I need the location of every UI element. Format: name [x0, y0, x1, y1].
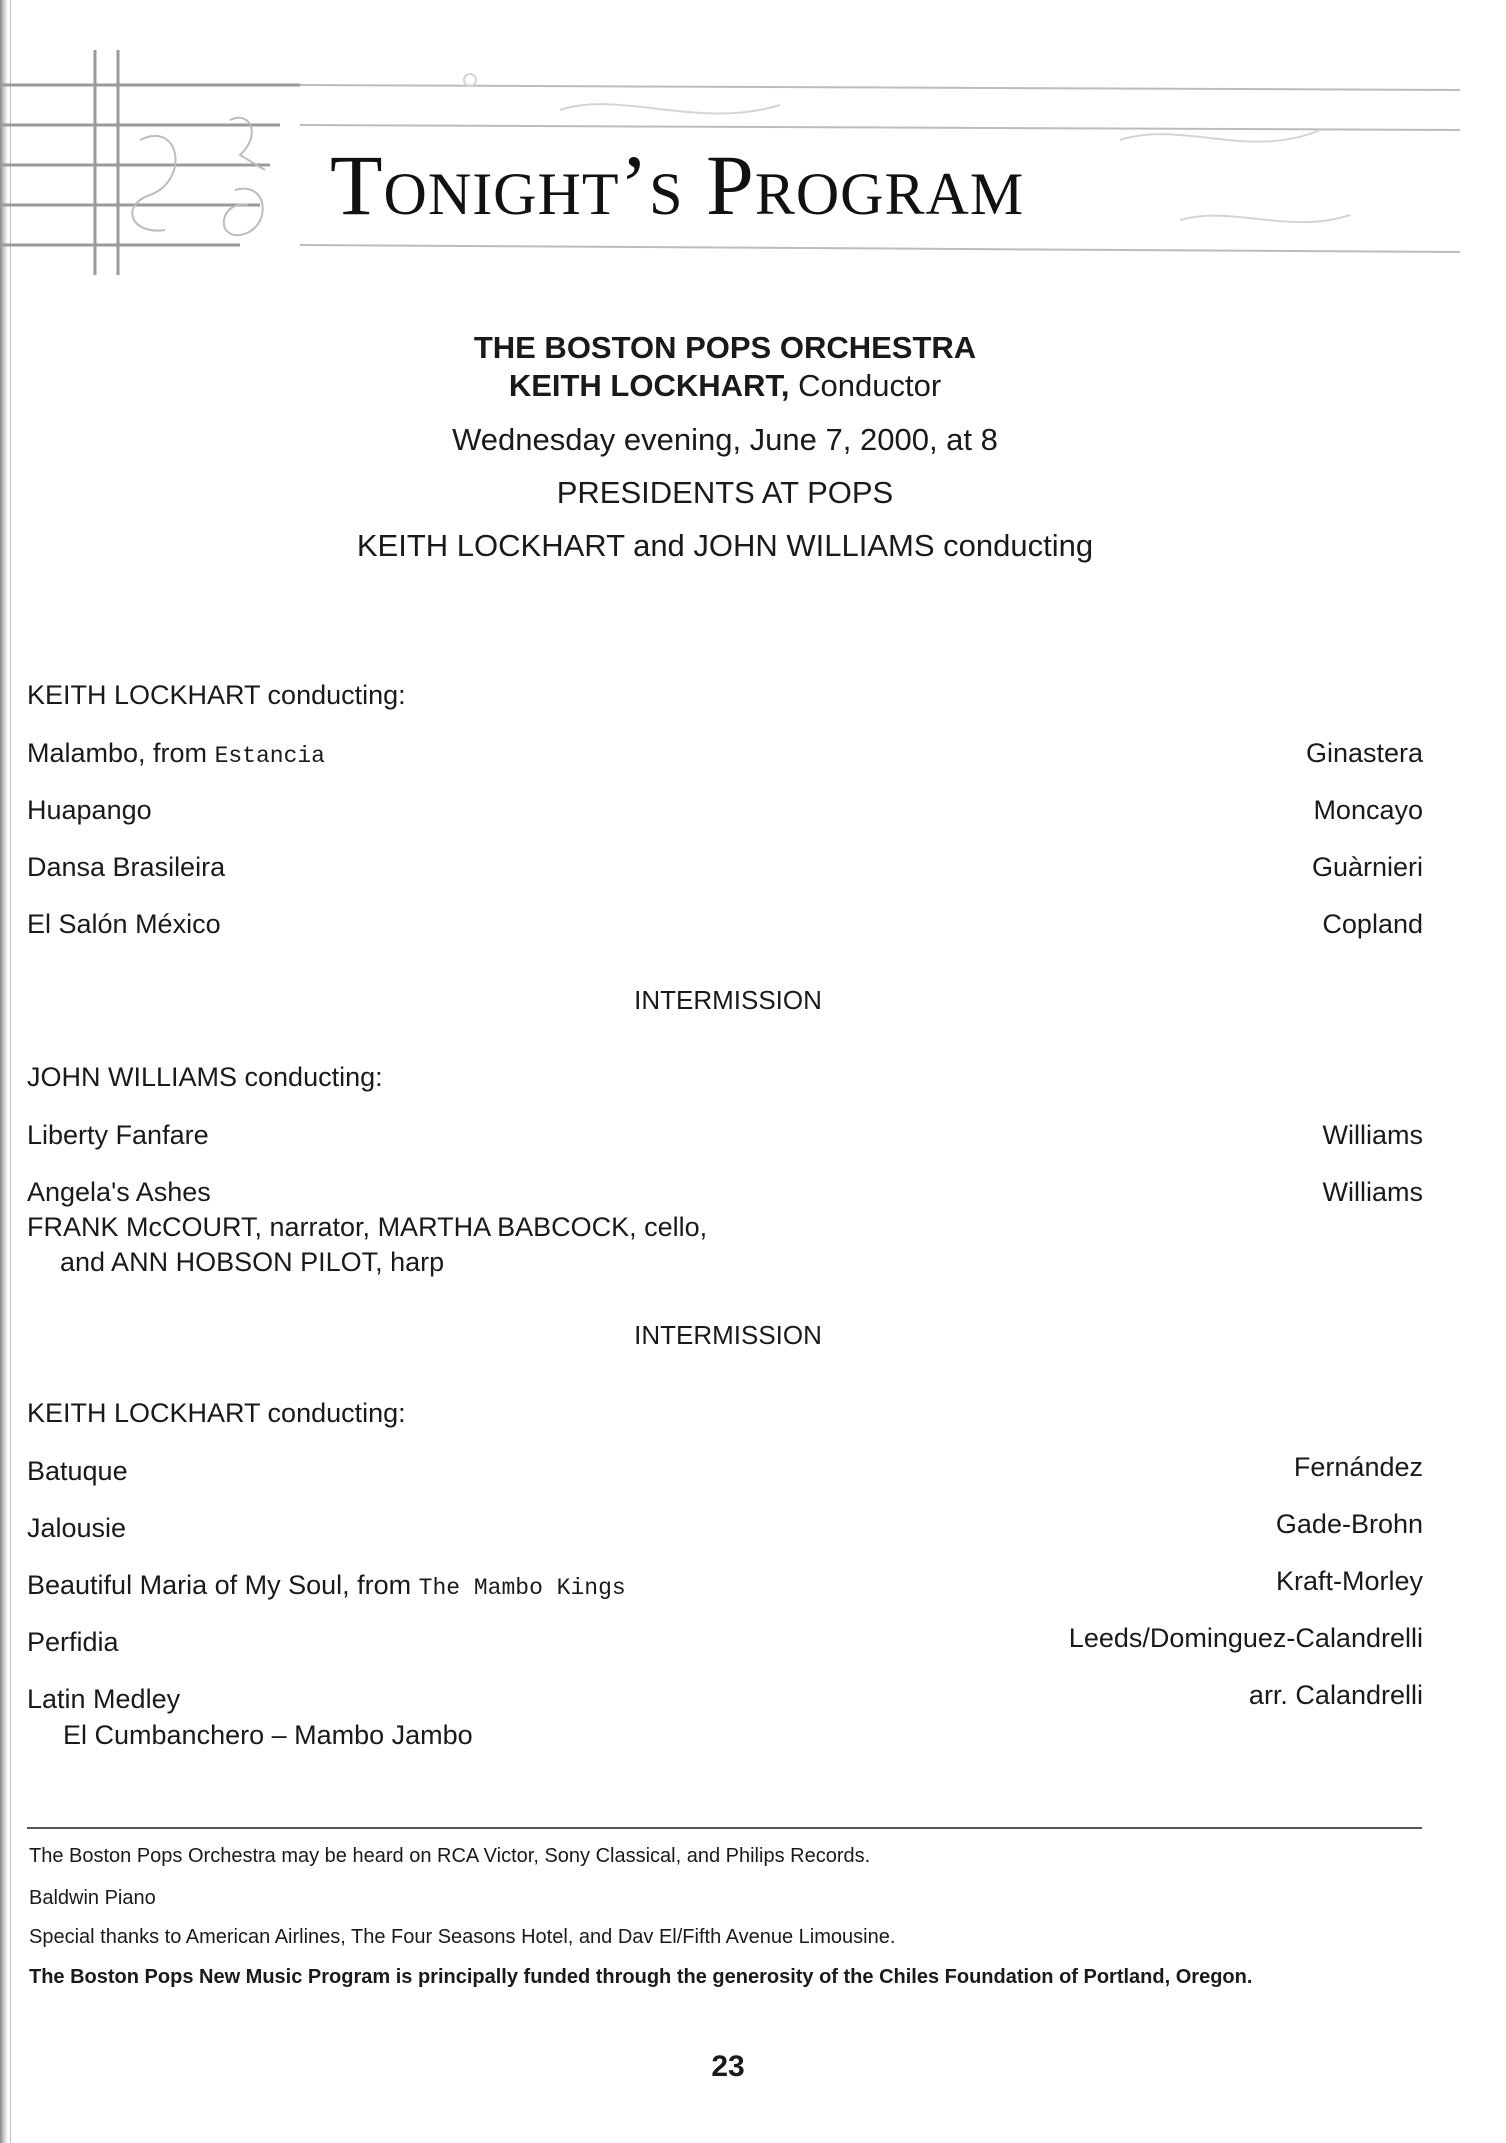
orchestra-name: THE BOSTON POPS ORCHESTRA	[473, 330, 977, 365]
composer-name: Leeds/Dominguez-Calandrelli	[1068, 1623, 1423, 1653]
composer-name: Copland	[1322, 909, 1423, 939]
work-title: Estancia	[214, 743, 325, 769]
piece-title: Dansa Brasileira	[27, 852, 226, 882]
work-title: The Mambo Kings	[418, 1575, 626, 1601]
piece-title: Malambo, from	[27, 738, 215, 768]
section-heading: KEITH LOCKHART conducting:	[27, 1398, 406, 1428]
conductor-line	[0, 368, 1450, 404]
piece-subtitle: El Cumbanchero – Mambo Jambo	[63, 1720, 473, 1750]
piece-title: Beautiful Maria of My Soul, from	[27, 1570, 419, 1600]
piece-title: Batuque	[27, 1456, 128, 1486]
footer-divider	[27, 1827, 1422, 1829]
footnote: Baldwin Piano	[29, 1887, 156, 1909]
composer-name: Fernández	[1293, 1452, 1423, 1482]
composer-name: Ginastera	[1305, 738, 1423, 768]
binding-line	[10, 0, 11, 2143]
program-piece	[27, 738, 325, 769]
composer-name: Moncayo	[1313, 795, 1423, 825]
piece-title: Latin Medley	[27, 1684, 181, 1714]
conductors-line: KEITH LOCKHART and JOHN WILLIAMS conducting	[356, 528, 1094, 563]
composer-name: Kraft-Morley	[1275, 1566, 1423, 1596]
intermission-label: INTERMISSION	[634, 1320, 822, 1350]
conductor-role: Conductor	[798, 368, 942, 403]
piece-title: Huapango	[27, 795, 152, 825]
page-number: 23	[711, 2050, 745, 2083]
section-heading: KEITH LOCKHART conducting:	[27, 680, 406, 710]
composer-name: Gade-Brohn	[1275, 1509, 1423, 1539]
conductor-name: KEITH LOCKHART,	[508, 368, 790, 403]
piece-title: Jalousie	[27, 1513, 127, 1543]
section-heading: JOHN WILLIAMS conducting:	[27, 1062, 383, 1092]
performers-line: FRANK McCOURT, narrator, MARTHA BABCOCK, cello,	[27, 1212, 708, 1242]
program-piece	[27, 1570, 626, 1601]
composer-name: arr. Calandrelli	[1248, 1680, 1423, 1710]
piece-title: Perfidia	[27, 1627, 119, 1657]
funding-note: The Boston Pops New Music Program is principally funded through the generosity of the Chiles Foundation of Portland, Oregon.	[29, 1966, 1253, 1988]
performers-line: and ANN HOBSON PILOT, harp	[60, 1247, 445, 1277]
footnote: Special thanks to American Airlines, The Four Seasons Hotel, and Dav El/Fifth Avenue Limousine.	[29, 1926, 896, 1948]
footnote: The Boston Pops Orchestra may be heard on RCA Victor, Sony Classical, and Philips Records.	[29, 1845, 871, 1867]
intermission-label: INTERMISSION	[634, 985, 822, 1015]
composer-name: Williams	[1322, 1120, 1423, 1150]
page-title: Tonight’s Program	[330, 137, 1025, 233]
performance-date: Wednesday evening, June 7, 2000, at 8	[452, 422, 998, 457]
piece-title: Angela's Ashes	[27, 1177, 211, 1207]
composer-name: Guàrnieri	[1311, 852, 1423, 882]
piece-title: Liberty Fanfare	[27, 1120, 209, 1150]
piece-title: El Salón México	[27, 909, 221, 939]
composer-name: Williams	[1322, 1177, 1423, 1207]
event-name: PRESIDENTS AT POPS	[556, 475, 894, 510]
binding-edge	[0, 0, 8, 2143]
